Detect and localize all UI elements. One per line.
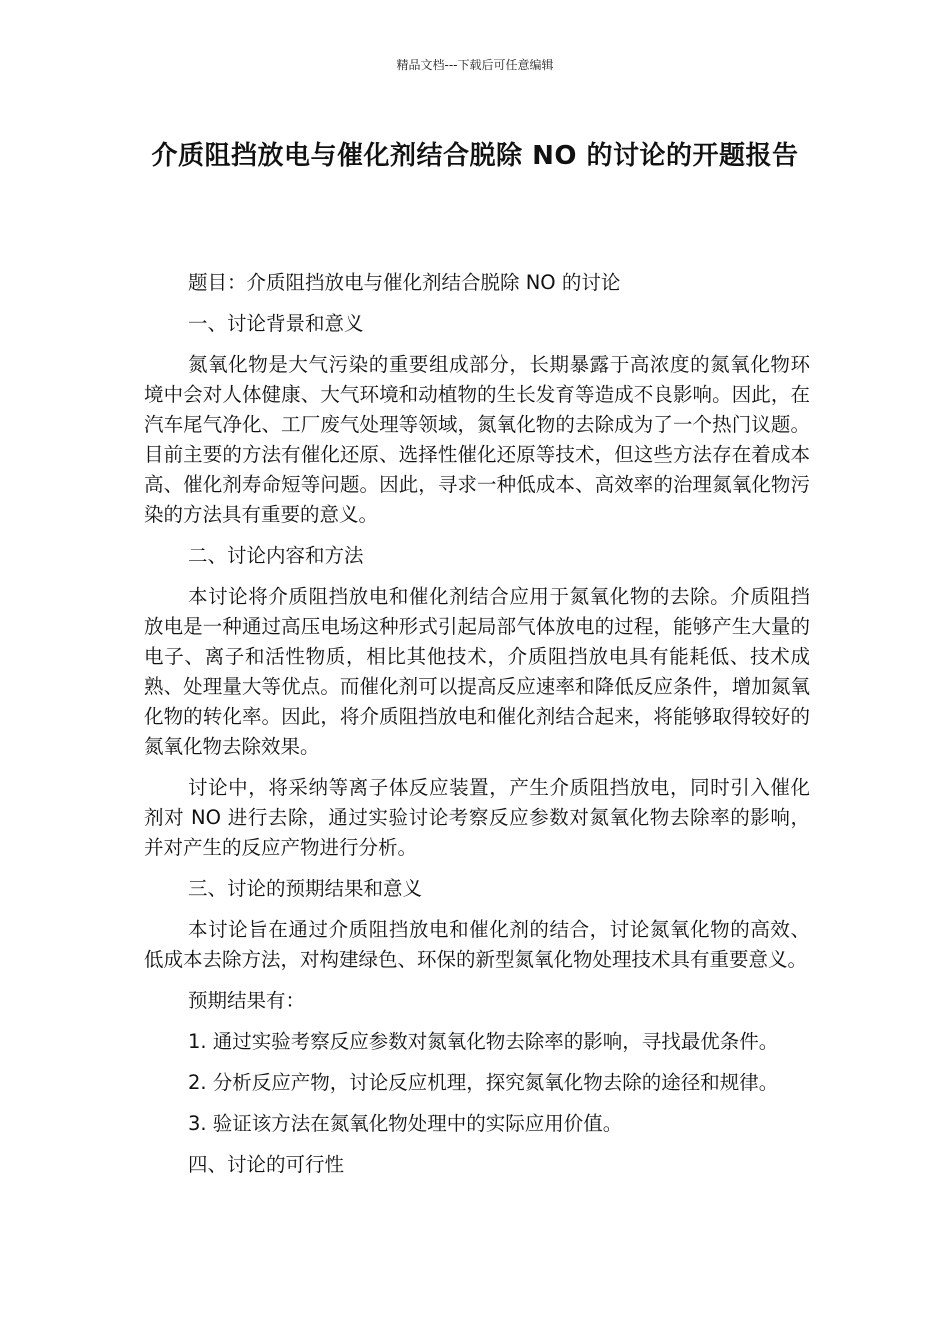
expected-results-label: 预期结果有： bbox=[188, 989, 306, 1012]
methods-paragraph-1: 本讨论将介质阻挡放电和催化剂结合应用于氮氧化物的去除。介质阻挡放电是一种通过高压电场这种形式引起局部气体放电的过程，能够产生大量的电子、离子和活性物质，相比其他技术，介质阻挡放电具有能耗低、技术成熟、处理量大等优点。而催化剂可以提高反应速率和降低反应条件，增加氮氧化物的转化率。因此，将介质阻挡放电和催化剂结合起来，将能够取得较好的氮氧化物去除效果。 bbox=[144, 585, 810, 758]
list-item: 1. 通过实验考察反应参数对氮氧化物去除率的影响，寻找最优条件。 bbox=[188, 1030, 779, 1053]
subject-line: 题目：介质阻挡放电与催化剂结合脱除 NO 的讨论 bbox=[188, 271, 621, 294]
header-note: 精品文档---下载后可任意编辑 bbox=[396, 58, 554, 72]
document-body bbox=[144, 268, 810, 1191]
section-heading-background: 一、讨论背景和意义 bbox=[188, 312, 364, 335]
background-paragraph: 氮氧化物是大气污染的重要组成部分，长期暴露于高浓度的氮氧化物环境中会对人体健康、大气环境和动植物的生长发育等造成不良影响。因此，在汽车尾气净化、工厂废气处理等领域，氮氧化物的去除成为了一个热门议题。目前主要的方法有催化还原、选择性催化还原等技术，但这些方法存在着成本高、催化剂寿命短等问题。因此，寻求一种低成本、高效率的治理氮氧化物污染的方法具有重要的意义。 bbox=[144, 353, 810, 526]
results-paragraph: 本讨论旨在通过介质阻挡放电和催化剂的结合，讨论氮氧化物的高效、低成本去除方法，对构建绿色、环保的新型氮氧化物处理技术具有重要意义。 bbox=[144, 918, 810, 971]
section-heading-feasibility: 四、讨论的可行性 bbox=[188, 1153, 345, 1176]
section-heading-methods: 二、讨论内容和方法 bbox=[188, 544, 364, 567]
document-title: 介质阻挡放电与催化剂结合脱除 NO 的讨论的开题报告 bbox=[151, 141, 799, 171]
list-item: 2. 分析反应产物，讨论反应机理，探究氮氧化物去除的途径和规律。 bbox=[188, 1071, 779, 1094]
section-heading-results: 三、讨论的预期结果和意义 bbox=[188, 877, 423, 900]
list-item: 3. 验证该方法在氮氧化物处理中的实际应用价值。 bbox=[188, 1112, 623, 1135]
methods-paragraph-2: 讨论中，将采纳等离子体反应装置，产生介质阻挡放电，同时引入催化剂对 NO 进行去除，通过实验讨论考察反应参数对氮氧化物去除率的影响，并对产生的反应产物进行分析。 bbox=[144, 776, 810, 859]
